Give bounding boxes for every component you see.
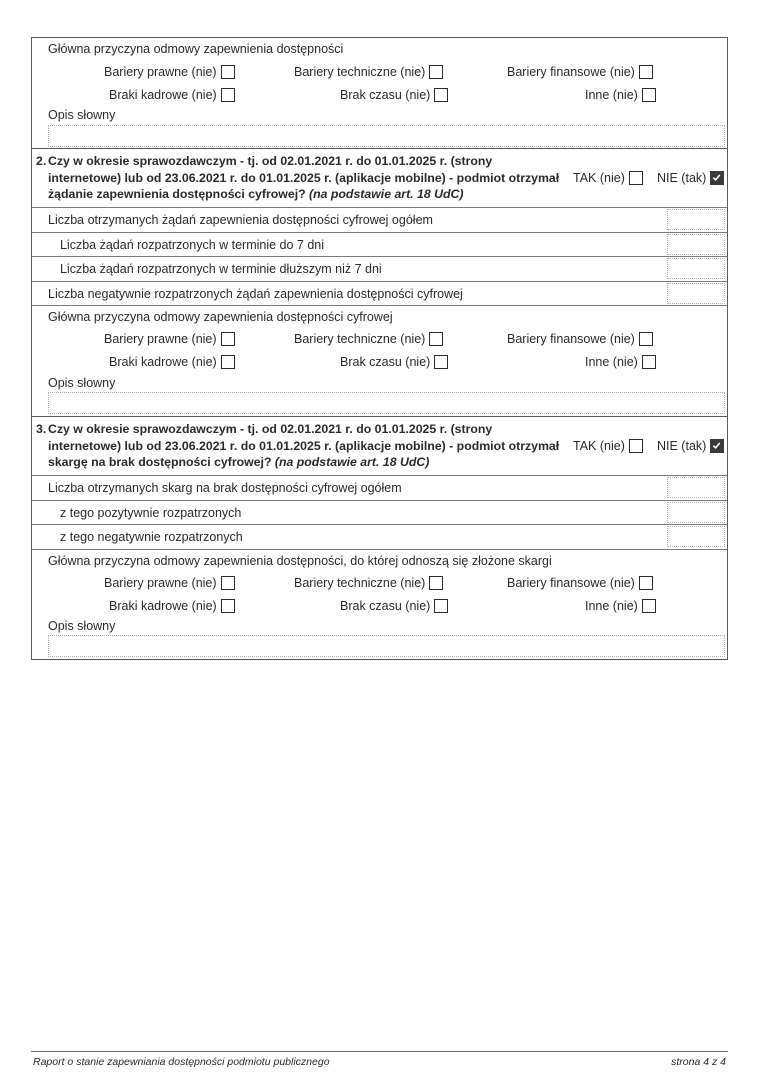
checkbox[interactable] — [429, 576, 443, 590]
option-label: Bariery prawne (nie) — [104, 65, 217, 79]
checkbox[interactable] — [221, 88, 235, 102]
option-label: Bariery prawne (nie) — [104, 332, 217, 346]
section1-option-technical[interactable] — [294, 65, 443, 79]
checkbox[interactable] — [639, 332, 653, 346]
question-line: internetowe) lub od 23.06.2021 r. do 01.01.2025 r. (aplikacje mobilne) - podmiot otrzymał — [48, 438, 560, 453]
question3-description-label: Opis słowny — [48, 618, 116, 633]
question3-nie[interactable] — [657, 439, 724, 453]
question2-option-financial[interactable] — [507, 332, 653, 346]
question-line: Czy w okresie sprawozdawczym - tj. od 02.01.2021 r. do 01.01.2025 r. (strony — [48, 154, 493, 168]
legal-basis: (na podstawie art. 18 UdC) — [309, 187, 464, 201]
option-label: Brak czasu (nie) — [340, 355, 431, 369]
checkmark-icon — [712, 173, 721, 182]
row-label: Liczba żądań rozpatrzonych w terminie do 7 dni — [60, 237, 325, 252]
question2-row-negative — [32, 282, 727, 307]
question2-header — [32, 149, 727, 208]
question2-cause-block — [32, 306, 727, 417]
question3-row-positive — [32, 501, 727, 526]
question3-row-total — [32, 476, 727, 501]
checkbox[interactable] — [642, 355, 656, 369]
option-label: Inne (nie) — [585, 598, 638, 613]
row-label: Liczba negatywnie rozpatrzonych żądań zapewnienia dostępności cyfrowej — [48, 286, 463, 301]
option-label: Braki kadrowe (nie) — [109, 355, 217, 369]
section1-option-financial[interactable] — [507, 65, 653, 79]
checkbox[interactable] — [221, 576, 235, 590]
section1-option-staff[interactable] — [109, 88, 235, 102]
question2-tak[interactable] — [573, 171, 643, 185]
checkbox[interactable] — [429, 332, 443, 346]
footer-title: Raport o stanie zapewniania dostępności podmiotu publicznego — [33, 1056, 330, 1068]
option-label: Bariery techniczne (nie) — [294, 65, 426, 79]
option-label: Bariery finansowe (nie) — [507, 575, 635, 590]
section1-option-legal[interactable] — [104, 65, 235, 79]
section1-description-label: Opis słowny — [48, 108, 116, 122]
question3-option-time[interactable] — [340, 599, 448, 613]
checkbox[interactable] — [639, 576, 653, 590]
checkbox[interactable] — [642, 88, 656, 102]
question3-tak[interactable] — [573, 439, 643, 453]
option-label: Inne (nie) — [585, 88, 638, 102]
question3-cause-title: Główna przyczyna odmowy zapewnienia dostępności, do której odnoszą się złożone skargi — [48, 553, 552, 568]
checkbox[interactable] — [221, 599, 235, 613]
section1-cause-block — [32, 38, 727, 149]
footer-divider — [31, 1051, 728, 1052]
checkbox[interactable] — [221, 332, 235, 346]
count-field[interactable] — [667, 209, 725, 230]
question-line: żądanie zapewnienia dostępności cyfrowej? — [48, 187, 306, 201]
question2-text — [36, 153, 566, 203]
question2-row-over7days — [32, 257, 727, 282]
option-label: Inne (nie) — [585, 355, 638, 369]
checkbox[interactable] — [434, 599, 448, 613]
count-field[interactable] — [667, 258, 725, 279]
question2-cause-title: Główna przyczyna odmowy zapewnienia dostępności cyfrowej — [48, 310, 393, 324]
tak-checkbox[interactable] — [629, 171, 643, 185]
tak-label: TAK (nie) — [573, 171, 625, 185]
count-field[interactable] — [667, 526, 725, 547]
question2-description-field[interactable] — [48, 392, 725, 414]
question3-text — [36, 421, 566, 471]
question3-cause-block — [32, 550, 727, 660]
checkbox[interactable] — [221, 355, 235, 369]
checkbox[interactable] — [642, 599, 656, 613]
question3-option-technical[interactable] — [294, 576, 443, 590]
checkbox[interactable] — [429, 65, 443, 79]
count-field[interactable] — [667, 283, 725, 304]
section1-cause-title: Główna przyczyna odmowy zapewnienia dostępności — [48, 42, 344, 56]
tak-label: TAK (nie) — [573, 439, 625, 453]
option-label: Bariery techniczne (nie) — [294, 575, 426, 590]
section1-option-time[interactable] — [340, 88, 448, 102]
question-number: 2. — [36, 154, 47, 168]
question3-header — [32, 417, 727, 476]
option-label: Bariery finansowe (nie) — [507, 332, 635, 346]
question2-option-staff[interactable] — [109, 355, 235, 369]
question3-row-negative — [32, 525, 727, 550]
option-label: Braki kadrowe (nie) — [109, 88, 217, 102]
question3-description-field[interactable] — [48, 635, 725, 657]
question3-option-financial[interactable] — [507, 576, 653, 590]
checkbox[interactable] — [434, 88, 448, 102]
question2-option-technical[interactable] — [294, 332, 443, 346]
checkmark-icon — [712, 441, 721, 450]
count-field[interactable] — [667, 234, 725, 255]
count-field[interactable] — [667, 477, 725, 498]
nie-checkbox[interactable] — [710, 439, 724, 453]
section1-option-other[interactable] — [585, 88, 656, 102]
legal-basis: (na podstawie art. 18 UdC) — [274, 455, 430, 469]
question-line: skargę na brak dostępności cyfrowej? — [48, 455, 272, 469]
option-label: Bariery techniczne (nie) — [294, 332, 426, 346]
page-number: strona 4 z 4 — [671, 1056, 726, 1068]
row-label: z tego pozytywnie rozpatrzonych — [60, 505, 242, 520]
question-line: Czy w okresie sprawozdawczym - tj. od 02.01.2021 r. do 01.01.2025 r. (strony — [48, 422, 493, 436]
row-label: Liczba otrzymanych żądań zapewnienia dostępności cyfrowej ogółem — [48, 213, 433, 227]
checkbox[interactable] — [434, 355, 448, 369]
checkbox[interactable] — [639, 65, 653, 79]
question2-option-time[interactable] — [340, 355, 448, 369]
row-label: Liczba żądań rozpatrzonych w terminie dłuższym niż 7 dni — [60, 262, 382, 276]
question2-row-total — [32, 208, 727, 233]
option-label: Bariery prawne (nie) — [104, 575, 217, 590]
question3-option-other[interactable] — [585, 599, 656, 613]
question2-option-legal[interactable] — [104, 332, 235, 346]
question2-nie[interactable] — [657, 171, 724, 185]
tak-checkbox[interactable] — [629, 439, 643, 453]
question-line: internetowe) lub od 23.06.2021 r. do 01.01.2025 r. (aplikacje mobilne) - podmiot otrzymał — [48, 170, 560, 185]
question3-option-legal[interactable] — [104, 576, 235, 590]
nie-label: NIE (tak) — [657, 439, 707, 453]
row-label: Liczba otrzymanych skarg na brak dostępności cyfrowej ogółem — [48, 481, 402, 495]
nie-checkbox[interactable] — [710, 171, 724, 185]
question3-option-staff[interactable] — [109, 599, 235, 613]
option-label: Bariery finansowe (nie) — [507, 65, 635, 79]
question2-description-label: Opis słowny — [48, 376, 116, 390]
section1-description-field[interactable] — [48, 125, 725, 147]
question2-row-7days — [32, 233, 727, 258]
question2-option-other[interactable] — [585, 355, 656, 369]
option-label: Brak czasu (nie) — [340, 598, 431, 613]
option-label: Braki kadrowe (nie) — [109, 598, 217, 613]
report-form — [31, 37, 728, 660]
question-number: 3. — [36, 422, 47, 436]
row-label: z tego negatywnie rozpatrzonych — [60, 530, 243, 544]
option-label: Brak czasu (nie) — [340, 88, 431, 102]
nie-label: NIE (tak) — [657, 171, 707, 185]
count-field[interactable] — [667, 502, 725, 523]
checkbox[interactable] — [221, 65, 235, 79]
